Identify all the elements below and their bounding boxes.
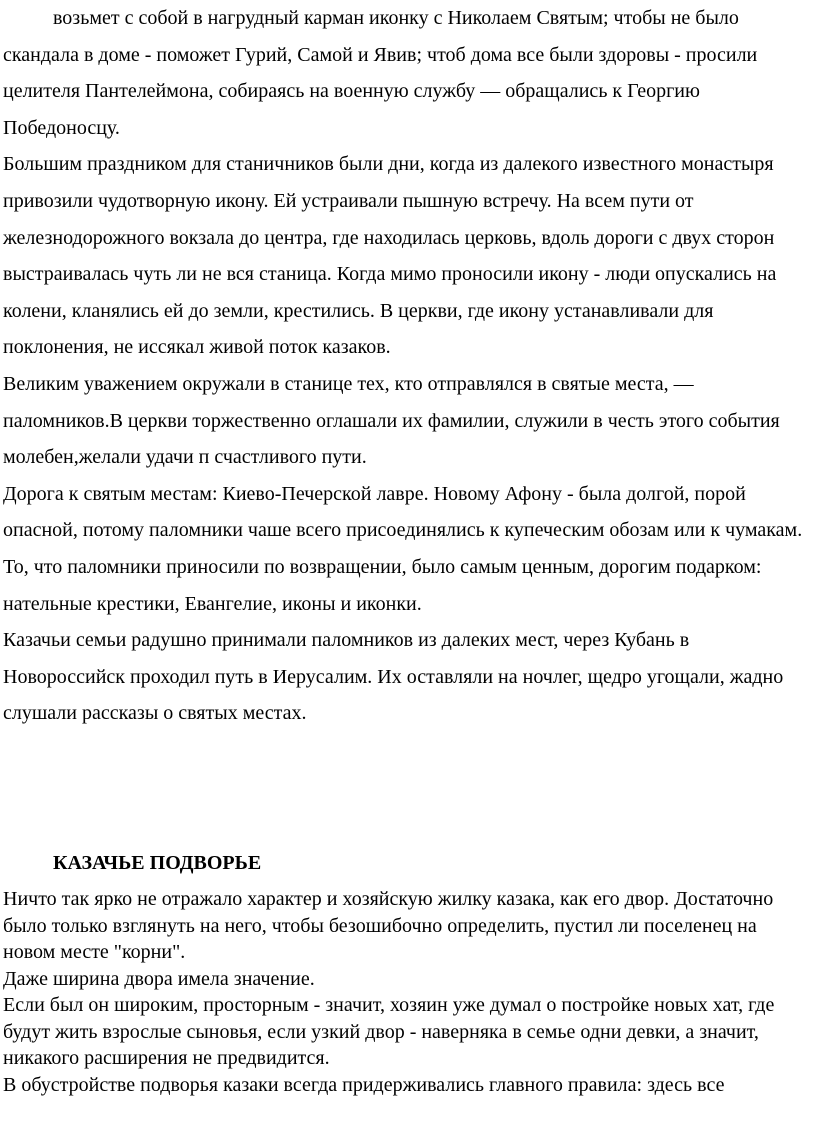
section-heading: КАЗАЧЬЕ ПОДВОРЬЕ (53, 852, 262, 874)
paragraph-road-to-holy-places: Дорога к святым местам: Киево-Печерской лавре. Новому Афону - была долгой, порой опасной, потому паломники чаше всего присоединялись к купеческим обозам или к чумакам. (3, 482, 803, 542)
paragraph-wide-yard: Если был он широким, просторным - значит, хозяин уже думал о постройке новых хат, где будут жить взрослые сыновья, если узкий двор - наверняка в семье одни девки, а значит, никакого расширения не предвидится. (3, 994, 775, 1069)
paragraph-hospitality: Казачьи семьи радушно принимали паломников из далеких мест, через Кубань в Новороссийск проходил путь в Иерусалим. Их оставляли на ночлег, щедро угощали, жадно слушали рассказы о святых местах. (3, 629, 784, 725)
paragraph-yard-character: Ничто так ярко не отражало характер и хозяйскую жилку казака, как его двор. Достаточно было только взглянуть на него, чтобы безошибочно определить, пустил ли поселенец на новом месте "корни". (3, 888, 774, 963)
paragraph-pilgrim-gifts: То, что паломники приносили по возвращении, было самым ценным, дорогим подарком: нательные крестики, Евангелие, иконы и иконки. (3, 555, 762, 615)
pilgrimage-section (3, 0, 813, 732)
paragraph-yard-width: Даже ширина двора имела значение. (3, 967, 315, 990)
cossack-yard-section (3, 886, 813, 1098)
paragraph-pilgrims-respect: Великим уважением окружали в станице тех, кто отправлялся в святые места, — паломников.В церкви торжественно оглашали их фамилии, служили в честь этого события молебен,желали удачи п счастливого пути. (3, 372, 780, 469)
paragraph-miraculous-icon: Большим праздником для станичников были дни, когда из далекого известного монастыря привозили чудотворную икону. Ей устраивали пышную встречу. На всем пути от железнодорожного вокзала до центра, где находилась церковь, вдоль дороги с двух сторон выстраивалась чуть ли не вся станица. Когда мимо проносили икону - люди опускались на колени, кланялись ей до земли, крестились. В церкви, где икону устанавливали для поклонения, не иссякал живой поток казаков. (3, 153, 777, 359)
paragraph-icons-saints: возьмет с собой в нагрудный карман иконку с Николаем Святым; чтобы не было скандала в доме - поможет Гурий, Самой и Явив; чтоб дома все были здоровы - просили целителя Пантелеймона, собираясь на военную службу — обращались к Георгию Победоносцу. (3, 7, 758, 139)
paragraph-main-rule: В обустройстве подворья казаки всегда придерживались главного правила: здесь все (3, 1073, 725, 1096)
